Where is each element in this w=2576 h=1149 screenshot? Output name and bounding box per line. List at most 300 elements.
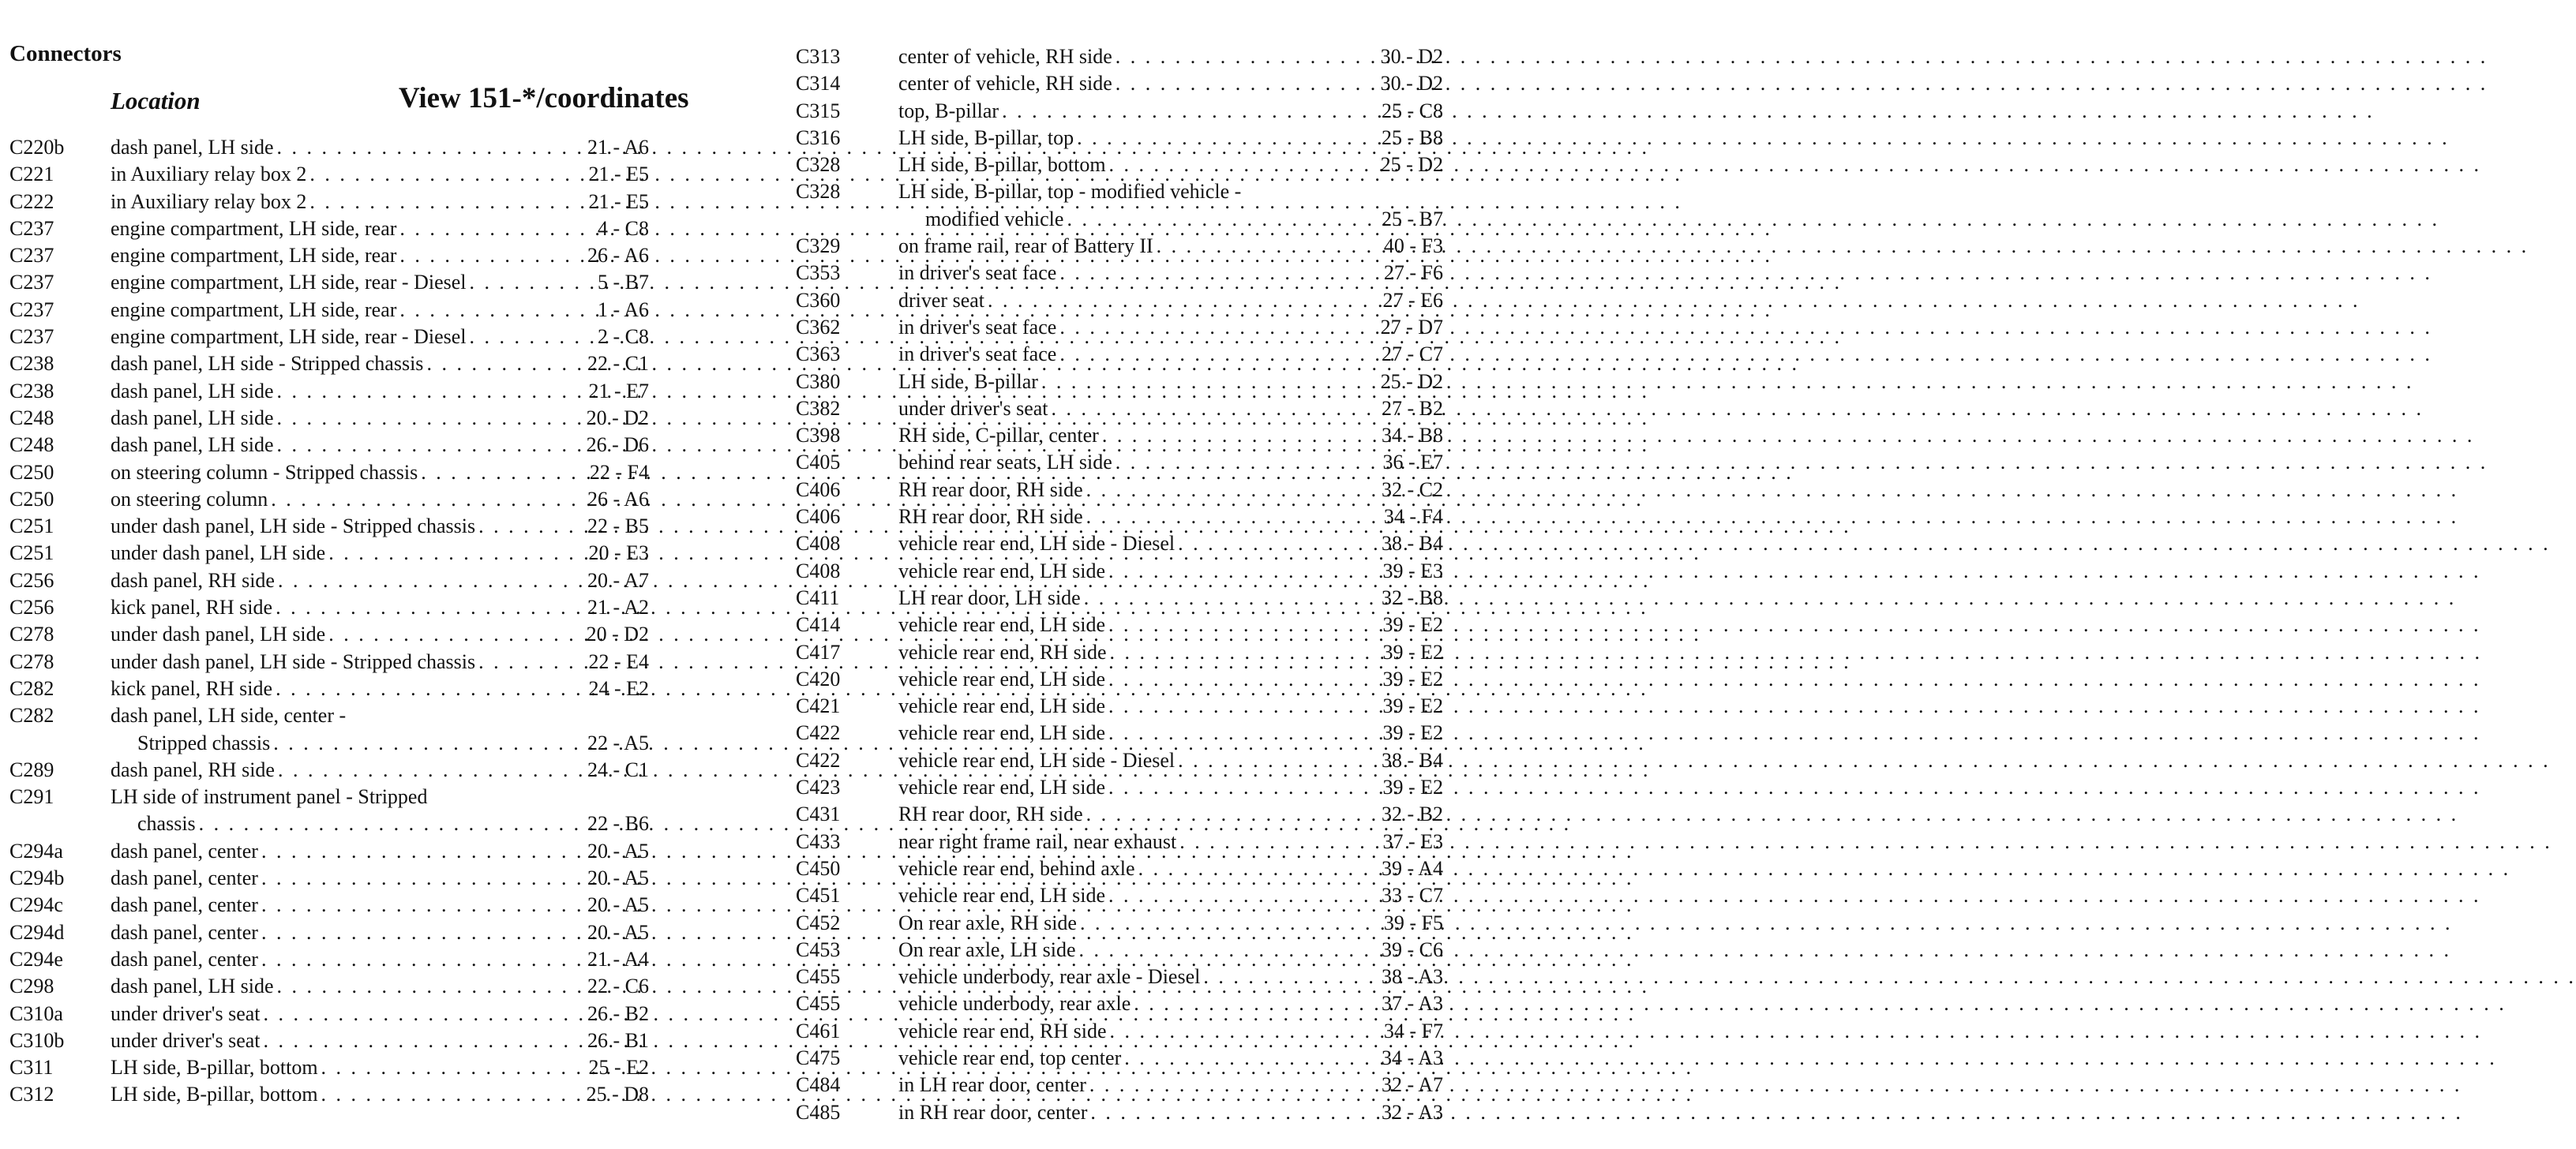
location-line [111, 649, 649, 676]
dot-leader [426, 350, 584, 377]
dot-leader [264, 1001, 584, 1027]
connector-location [898, 720, 1443, 747]
dot-leader [421, 459, 587, 486]
connector-row [796, 1072, 1443, 1098]
dot-leader [321, 1081, 583, 1108]
location-text: dash panel, center [111, 920, 258, 944]
location-text: dash panel, center [111, 839, 258, 863]
location-line [898, 369, 1443, 395]
view-coordinate: 39 - F5 [1383, 911, 1443, 934]
location-text: dash panel, center [111, 893, 258, 917]
location-line [898, 449, 1443, 476]
dot-leader [1108, 612, 1379, 638]
location-line [111, 621, 649, 648]
location-text: dash panel, LH side, center - [111, 704, 347, 728]
connector-row [796, 937, 1443, 964]
connector-location [898, 287, 1443, 314]
view-coordinate: 39 - E2 [1382, 640, 1443, 664]
location-text: kick panel, RH side [111, 676, 273, 700]
connector-row [796, 639, 1443, 666]
connector-code: C417 [796, 640, 841, 664]
view-coordinate: 27 - E6 [1382, 288, 1443, 312]
dot-leader [277, 134, 584, 161]
connector-location [898, 612, 1443, 638]
location-line [111, 567, 649, 594]
connector-code: C291 [9, 785, 54, 809]
location-line [898, 612, 1443, 638]
view-coordinate: 22 - C6 [587, 975, 649, 998]
connector-code: C248 [9, 433, 54, 457]
connector-code: C453 [796, 938, 841, 961]
dot-leader [399, 215, 594, 242]
connector-row [796, 233, 1443, 260]
location-line [111, 730, 649, 757]
location-text: vehicle rear end, LH side [898, 613, 1106, 637]
connector-code: C414 [796, 613, 841, 637]
connector-location [898, 260, 1443, 286]
connector-location [898, 233, 1443, 260]
connector-row [9, 540, 649, 567]
location-text: engine compartment, LH side, rear - Diesel [111, 271, 467, 294]
location-line [898, 558, 1443, 585]
connector-location [111, 540, 649, 567]
connector-row [9, 649, 649, 676]
location-text: RH side, C-pillar, center [898, 424, 1099, 447]
view-coordinate: 26 - A6 [587, 487, 649, 511]
connector-code: C353 [796, 261, 841, 285]
location-text: under dash panel, LH side - Stripped chassis [111, 515, 476, 538]
location-text: dash panel, center [111, 947, 258, 971]
connector-code: C475 [796, 1046, 841, 1069]
dot-leader [1138, 855, 1378, 882]
location-text: center of vehicle, RH side [898, 72, 1112, 95]
connector-code: C328 [796, 180, 841, 204]
location-text: RH rear door, RH side [898, 803, 1083, 826]
dot-leader [1116, 70, 1378, 97]
location-line [898, 855, 1443, 882]
location-text: vehicle rear end, LH side [898, 667, 1106, 691]
connector-code: C405 [796, 451, 841, 474]
connector-row [9, 378, 649, 405]
location-line [898, 287, 1443, 314]
view-coordinate: 32 - B8 [1382, 586, 1443, 609]
connector-row [9, 242, 649, 269]
connector-code: C278 [9, 623, 54, 646]
view-coordinate: 32 - A3 [1382, 1100, 1443, 1124]
location-line [111, 757, 649, 784]
connector-row [796, 477, 1443, 503]
connector-location [898, 422, 1443, 449]
connector-location [898, 70, 1443, 97]
dot-leader [1052, 395, 1378, 422]
connector-row [9, 784, 649, 838]
connector-location [111, 350, 649, 377]
connector-location [898, 43, 1443, 70]
location-text: LH side, B-pillar [898, 369, 1038, 393]
connector-code: C294a [9, 839, 63, 863]
location-line [111, 838, 649, 865]
location-line [111, 161, 649, 188]
connector-location [111, 594, 649, 621]
dot-leader [261, 946, 584, 973]
connector-code: C485 [796, 1100, 841, 1124]
view-coordinate: 20 - A5 [587, 839, 649, 863]
connector-code: C237 [9, 216, 54, 240]
view-coordinate: 20 - A5 [587, 920, 649, 944]
connector-code: C282 [9, 704, 54, 728]
connector-code: C408 [796, 559, 841, 582]
location-text: on steering column - Stripped chassis [111, 460, 418, 484]
connector-location [111, 405, 649, 432]
connector-location [111, 189, 649, 215]
view-coordinate: 33 - C7 [1382, 884, 1443, 908]
dot-leader [1116, 43, 1378, 70]
connector-row [796, 395, 1443, 422]
connector-location [111, 378, 649, 405]
location-text: vehicle rear end, LH side [898, 776, 1106, 799]
location-text: vehicle underbody, rear axle [898, 992, 1131, 1016]
dot-leader [478, 513, 584, 540]
view-coordinates-column-header: View 151-*/coordinates [399, 82, 689, 114]
view-coordinate: 40 - F3 [1383, 234, 1443, 258]
connector-row [796, 964, 1443, 990]
connector-row [9, 621, 649, 648]
connector-row [9, 189, 649, 215]
location-line [111, 513, 649, 540]
location-text: vehicle rear end, LH side - Diesel [898, 748, 1176, 772]
location-text: LH side, B-pillar, bottom [111, 1083, 318, 1106]
location-text: kick panel, RH side [111, 596, 273, 619]
connector-code: C237 [9, 325, 54, 349]
location-text: engine compartment, LH side, rear [111, 244, 397, 268]
connector-location [898, 666, 1443, 693]
connector-row [796, 314, 1443, 341]
location-text: under dash panel, LH side [111, 541, 326, 565]
dot-leader [1089, 1072, 1378, 1098]
location-text: dash panel, LH side [111, 975, 274, 998]
view-coordinate: 37 - A3 [1382, 992, 1443, 1016]
connector-location [898, 477, 1443, 503]
dot-leader [1086, 477, 1378, 503]
connector-row [9, 161, 649, 188]
view-coordinate: 22 - C1 [587, 352, 649, 376]
dot-leader [277, 405, 583, 432]
location-line [111, 486, 649, 513]
connector-location [898, 801, 1443, 828]
connector-code: C237 [9, 244, 54, 268]
view-coordinate: 25 - B7 [1382, 207, 1443, 230]
location-line [111, 865, 649, 892]
view-coordinate: 34 - A3 [1382, 1046, 1443, 1069]
view-coordinate: 25 - C8 [1382, 99, 1443, 122]
location-line [898, 70, 1443, 97]
connector-location [111, 784, 649, 838]
location-line [111, 215, 649, 242]
connector-location [898, 449, 1443, 476]
connector-row [796, 585, 1443, 612]
connector-code: C451 [796, 884, 841, 908]
location-line [898, 125, 1443, 152]
location-text: under dash panel, LH side [111, 623, 326, 646]
view-coordinate: 30 - D2 [1380, 45, 1443, 68]
location-line [111, 405, 649, 432]
view-coordinate: 25 - D8 [586, 1083, 649, 1106]
location-text: vehicle rear end, LH side [898, 721, 1106, 745]
view-coordinate: 26 - B2 [587, 1001, 649, 1025]
connector-row [796, 287, 1443, 314]
dot-leader [261, 865, 584, 892]
connector-row [796, 693, 1443, 720]
view-coordinate: 38 - B4 [1382, 748, 1443, 772]
location-line [898, 206, 1443, 233]
connector-code: C256 [9, 596, 54, 619]
connector-code: C314 [796, 72, 841, 95]
view-coordinate: 22 - B5 [587, 515, 649, 538]
location-line [898, 747, 1443, 774]
location-line [898, 801, 1443, 828]
connector-code: C238 [9, 379, 54, 402]
connector-row [796, 341, 1443, 368]
location-line [898, 260, 1443, 286]
location-line [898, 395, 1443, 422]
connector-row [796, 747, 1443, 774]
connector-row [796, 530, 1443, 557]
location-text: under driver's seat [111, 1028, 261, 1052]
location-text: in LH rear door, center [898, 1073, 1086, 1097]
connector-code: C316 [796, 125, 841, 149]
connector-location [898, 1099, 1443, 1126]
location-text: under dash panel, LH side - Stripped chassis [111, 649, 476, 673]
location-text: engine compartment, LH side, rear - Diesel [111, 325, 467, 349]
location-line [898, 829, 1443, 855]
location-text: vehicle rear end, RH side [898, 1019, 1107, 1042]
location-text: modified vehicle [925, 207, 1064, 230]
connector-location [898, 503, 1443, 530]
connector-row [796, 70, 1443, 97]
dot-leader [1110, 639, 1380, 666]
connector-row [796, 990, 1443, 1017]
view-coordinate: 30 - D2 [1380, 72, 1443, 95]
connector-row [796, 503, 1443, 530]
connector-code: C362 [796, 315, 841, 339]
view-coordinate: 27 - C7 [1382, 342, 1443, 366]
view-coordinate: 21 - A2 [587, 596, 649, 619]
location-line [898, 477, 1443, 503]
location-text: behind rear seats, LH side [898, 451, 1112, 474]
connector-location [898, 747, 1443, 774]
location-line [111, 702, 649, 729]
dot-leader [1108, 720, 1379, 747]
view-coordinate: 39 - E2 [1382, 694, 1443, 718]
connector-location [111, 567, 649, 594]
connector-row [796, 910, 1443, 937]
connector-code: C398 [796, 424, 841, 447]
connector-location [111, 865, 649, 892]
dot-leader [273, 730, 584, 757]
connector-row [9, 486, 649, 513]
location-text: dash panel, RH side [111, 758, 275, 781]
connector-code: C484 [796, 1073, 841, 1097]
location-line [111, 676, 649, 702]
dot-leader [1059, 314, 1377, 341]
location-line [898, 639, 1443, 666]
location-line [111, 297, 649, 324]
location-line [898, 964, 1443, 990]
connector-location [898, 178, 1443, 233]
view-coordinate: 22 - E4 [588, 649, 649, 673]
location-text: On rear axle, RH side [898, 911, 1077, 934]
connector-code: C312 [9, 1083, 54, 1106]
location-line [111, 350, 649, 377]
dot-leader [278, 757, 584, 784]
connector-location [898, 774, 1443, 801]
dot-leader [261, 892, 584, 919]
dot-leader [1108, 774, 1379, 801]
view-coordinate: 39 - E2 [1382, 667, 1443, 691]
connector-code: C238 [9, 352, 54, 376]
location-line [898, 774, 1443, 801]
connector-code: C360 [796, 288, 841, 312]
view-coordinate: 39 - E2 [1382, 776, 1443, 799]
connector-code: C461 [796, 1019, 841, 1042]
location-text: vehicle rear end, top center [898, 1046, 1122, 1069]
view-coordinate: 22 - F4 [589, 460, 649, 484]
connector-row [796, 422, 1443, 449]
view-coordinate: 20 - A5 [587, 893, 649, 917]
connector-list-left [9, 134, 649, 1109]
location-text: LH side, B-pillar, top [898, 125, 1074, 149]
view-coordinate: 39 - E3 [1382, 559, 1443, 582]
view-coordinate: 4 - C8 [598, 216, 649, 240]
location-line [898, 98, 1443, 125]
connector-location [111, 297, 649, 324]
connector-code: C411 [796, 586, 840, 609]
connector-location [111, 838, 649, 865]
connector-code: C251 [9, 541, 54, 565]
dot-leader [1084, 585, 1378, 612]
view-coordinate: 25 - B8 [1382, 125, 1443, 149]
view-coordinate: 21 - E7 [588, 379, 649, 402]
connector-row [796, 829, 1443, 855]
connector-location [111, 486, 649, 513]
location-line [898, 314, 1443, 341]
connector-code: C452 [796, 911, 841, 934]
connector-row [9, 1081, 649, 1108]
location-text: dash panel, RH side [111, 568, 275, 592]
view-coordinate: 34 - B8 [1382, 424, 1443, 447]
location-line [111, 540, 649, 567]
dot-leader [1116, 449, 1380, 476]
dot-leader [1124, 1045, 1378, 1072]
location-text: vehicle rear end, LH side - Diesel [898, 532, 1176, 556]
connector-location [111, 649, 649, 676]
location-line [111, 594, 649, 621]
connector-row [9, 1054, 649, 1081]
dot-leader [988, 287, 1379, 314]
connector-row [9, 134, 649, 161]
dot-leader [470, 269, 595, 296]
connector-code: C278 [9, 649, 54, 673]
dot-leader [1102, 422, 1378, 449]
location-text: under driver's seat [111, 1001, 261, 1025]
connector-location [898, 1018, 1443, 1045]
location-text: dash panel, center [111, 866, 258, 890]
connector-location [111, 757, 649, 784]
connector-code: C433 [796, 829, 841, 853]
connector-code: C422 [796, 721, 841, 745]
location-line [898, 1099, 1443, 1126]
view-coordinate: 26 - D6 [586, 433, 649, 457]
view-coordinate: 24 - C1 [587, 758, 649, 781]
location-text: dash panel, LH side [111, 433, 274, 457]
dot-leader [1059, 260, 1381, 286]
connector-code: C222 [9, 189, 54, 213]
connector-row [796, 1045, 1443, 1072]
view-coordinate: 21 - A4 [587, 947, 649, 971]
connector-row [9, 1001, 649, 1027]
location-text: in Auxiliary relay box 2 [111, 163, 307, 186]
connector-location [111, 269, 649, 296]
connector-location [111, 432, 649, 458]
location-line [111, 459, 649, 486]
connector-code: C380 [796, 369, 841, 393]
connector-row [796, 152, 1443, 178]
dot-leader [276, 676, 585, 702]
dot-leader [321, 1054, 586, 1081]
connector-location [111, 134, 649, 161]
location-text: in RH rear door, center [898, 1100, 1088, 1124]
location-text: vehicle underbody, rear axle - Diesel [898, 965, 1201, 989]
connector-code: C251 [9, 515, 54, 538]
connector-row [9, 838, 649, 865]
view-coordinate: 20 - A7 [587, 568, 649, 592]
location-text: LH side, B-pillar, bottom [898, 153, 1106, 177]
location-line [898, 152, 1443, 178]
connector-row [796, 178, 1443, 233]
connector-code: C294d [9, 920, 65, 944]
view-coordinate: 25 - D2 [1380, 369, 1443, 393]
connector-location [898, 341, 1443, 368]
location-line [898, 530, 1443, 557]
connector-row [796, 666, 1443, 693]
dot-leader [1079, 937, 1378, 964]
connector-code: C310b [9, 1028, 65, 1052]
dot-leader [1108, 882, 1378, 909]
location-line [111, 919, 649, 946]
connector-row [796, 125, 1443, 152]
connector-location [111, 161, 649, 188]
connector-location [898, 585, 1443, 612]
view-coordinate: 26 - B1 [587, 1028, 649, 1052]
dot-leader [1077, 125, 1378, 152]
location-text: engine compartment, LH side, rear [111, 216, 397, 240]
location-text: in driver's seat face [898, 342, 1057, 366]
connector-code: C421 [796, 694, 841, 718]
connector-row [796, 882, 1443, 909]
view-coordinate: 25 - E2 [588, 1056, 649, 1080]
dot-leader [1110, 1018, 1381, 1045]
connector-row [9, 973, 649, 1000]
connector-location [111, 919, 649, 946]
location-line [111, 324, 649, 350]
connector-code: C310a [9, 1001, 63, 1025]
connector-code: C328 [796, 153, 841, 177]
view-coordinate: 36 - E7 [1382, 451, 1443, 474]
connector-code: C294e [9, 947, 63, 971]
connector-row [9, 405, 649, 432]
dot-leader [1203, 964, 1378, 990]
connector-row [9, 946, 649, 973]
